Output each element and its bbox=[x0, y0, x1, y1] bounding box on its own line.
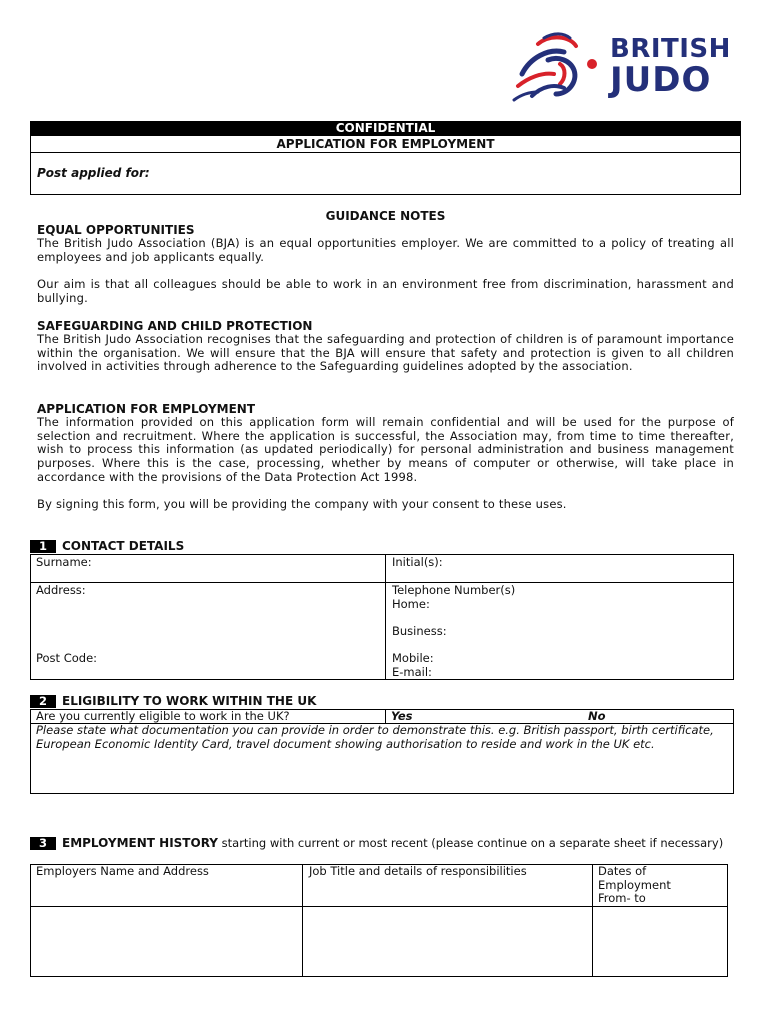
column-divider bbox=[385, 554, 386, 680]
initials-field[interactable]: Initial(s): bbox=[392, 555, 443, 569]
divider bbox=[31, 152, 740, 153]
application-header-box bbox=[30, 135, 741, 195]
yes-option[interactable]: Yes bbox=[391, 709, 413, 723]
section-2-number: 2 bbox=[30, 695, 56, 708]
equal-opportunities-para2: Our aim is that all colleagues should be able to work in an environment free from discrimination, harassment and bullying. bbox=[37, 277, 734, 305]
safeguarding-para: The British Judo Association recognises that the safeguarding and protection of children is of paramount importance within the organisation. We will ensure that the BJA will ensure that safety and protection is given to all children involved in activities through adherence to the Safeguarding guidelines adopted by the association. bbox=[37, 332, 734, 374]
address-field[interactable]: Address: bbox=[36, 583, 86, 597]
surname-field[interactable]: Surname: bbox=[36, 555, 92, 569]
job-title-column-header: Job Title and details of responsibilities bbox=[309, 864, 527, 878]
telephone-label: Telephone Number(s) bbox=[392, 583, 516, 597]
home-phone-field[interactable]: Home: bbox=[392, 597, 430, 611]
application-para2: By signing this form, you will be providing the company with your consent to these uses. bbox=[37, 497, 567, 511]
application-para1: The information provided on this application form will remain confidential and will be used for the purpose of selection and recruitment. Where the application is successful, the Association may, from time to time thereafter, wish to process this information (as updated periodically) for personal administration and business management purposes. Where this is the case, processing, whether by means of computer or otherwise, will take place in accordance with the provisions of the Data Protection Act 1998. bbox=[37, 415, 734, 484]
employer-input-cell[interactable] bbox=[31, 907, 301, 976]
eligibility-heading: ELIGIBILITY TO WORK WITHIN THE UK bbox=[62, 694, 317, 708]
dates-column-header: Dates of Employment From- to bbox=[598, 864, 671, 906]
no-option[interactable]: No bbox=[588, 709, 606, 723]
logo-line2: JUDO bbox=[610, 60, 712, 100]
employment-history-heading bbox=[62, 836, 727, 850]
section-1-number: 1 bbox=[30, 540, 56, 553]
equal-opportunities-heading: EQUAL OPPORTUNITIES bbox=[37, 223, 195, 237]
job-title-input-cell[interactable] bbox=[303, 907, 591, 976]
contact-details-heading: CONTACT DETAILS bbox=[62, 539, 185, 553]
judo-emblem-icon bbox=[508, 30, 608, 112]
eligibility-question: Are you currently eligible to work in the UK? bbox=[36, 709, 290, 723]
equal-opportunities-para1: The British Judo Association (BJA) is an equal opportunities employer. We are committed to a policy of treating all employees and job applicants equally. bbox=[37, 236, 734, 264]
logo-wordmark bbox=[610, 34, 731, 100]
guidance-title: GUIDANCE NOTES bbox=[325, 209, 446, 223]
safeguarding-heading: SAFEGUARDING AND CHILD PROTECTION bbox=[37, 319, 313, 333]
dates-input-cell[interactable] bbox=[593, 907, 727, 976]
employment-history-subtitle: starting with current or most recent (please continue on a separate sheet if necessary) bbox=[217, 836, 724, 850]
postcode-field[interactable]: Post Code: bbox=[36, 651, 98, 665]
section-3-number: 3 bbox=[30, 837, 56, 850]
contact-details-table bbox=[30, 554, 734, 680]
business-phone-field[interactable]: Business: bbox=[392, 624, 447, 638]
british-judo-logo bbox=[508, 30, 738, 112]
logo-line1: BRITISH bbox=[610, 34, 731, 64]
employer-column-header: Employers Name and Address bbox=[36, 864, 209, 878]
mobile-field[interactable]: Mobile: bbox=[392, 651, 434, 665]
application-heading: APPLICATION FOR EMPLOYMENT bbox=[37, 402, 256, 416]
confidential-banner: CONFIDENTIAL bbox=[30, 121, 741, 135]
row-divider bbox=[30, 582, 734, 583]
column-divider bbox=[385, 709, 386, 723]
employment-history-title: EMPLOYMENT HISTORY bbox=[62, 836, 218, 850]
documentation-field[interactable]: Please state what documentation you can provide in order to demonstrate this. e.g. British passport, birth certificate, European Economic Identity Card, travel document showing authorisation to reside and work in the UK etc. bbox=[36, 723, 714, 751]
post-applied-label: Post applied for: bbox=[37, 166, 150, 180]
form-title: APPLICATION FOR EMPLOYMENT bbox=[276, 137, 495, 151]
email-field[interactable]: E-mail: bbox=[392, 665, 432, 679]
